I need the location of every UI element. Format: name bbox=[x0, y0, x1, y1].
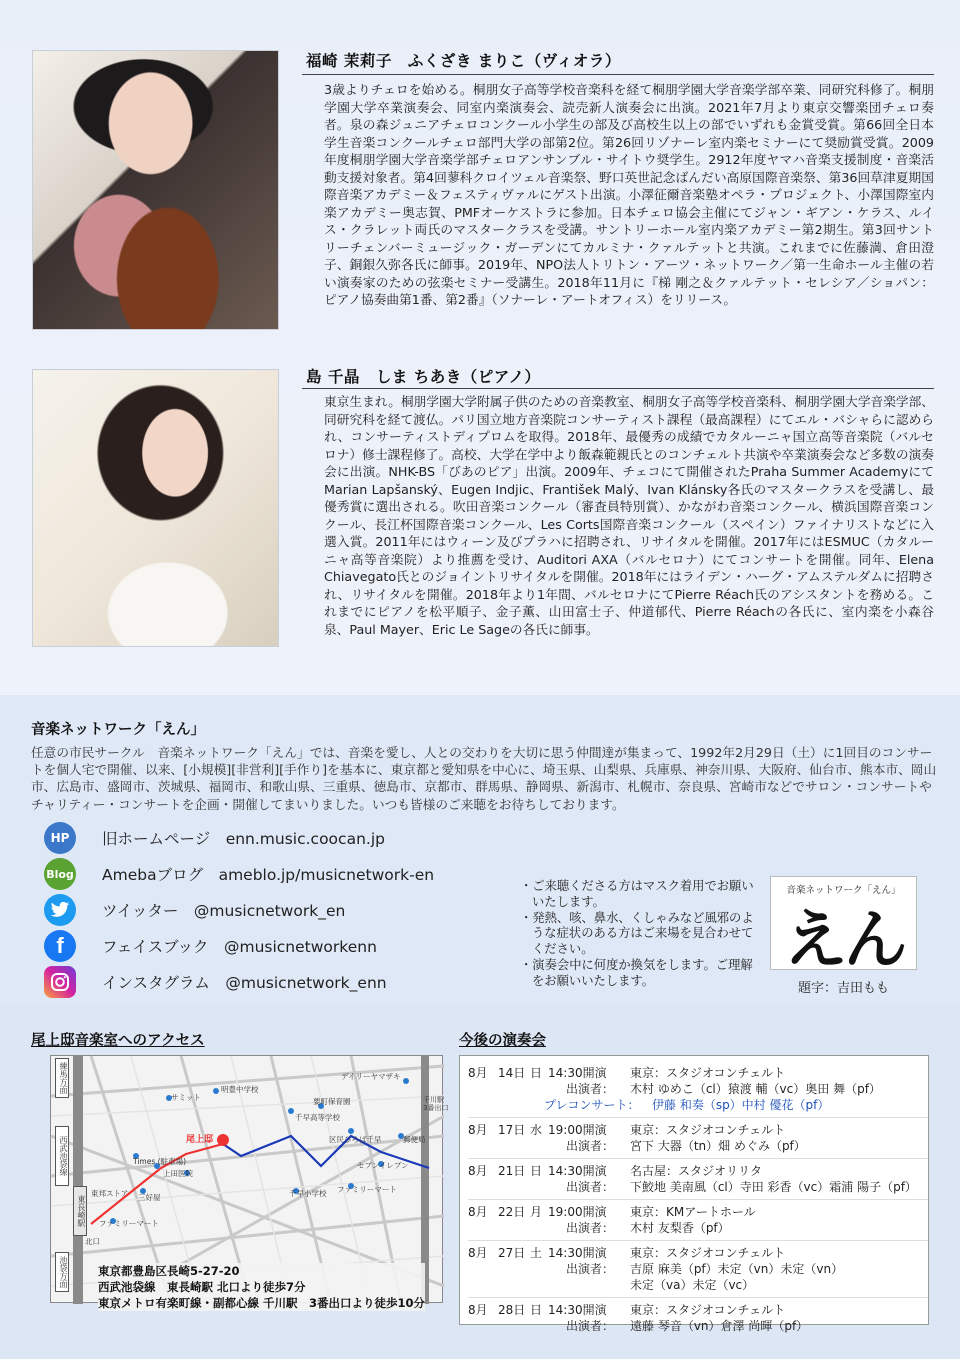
link-homepage[interactable] bbox=[44, 823, 504, 853]
event-weekday: 月 bbox=[530, 1205, 543, 1219]
event-weekday: 日 bbox=[530, 1164, 543, 1178]
event-venue: 東京：KMアートホール bbox=[630, 1205, 756, 1219]
event-performers: 木村 友梨香（pf） bbox=[630, 1221, 730, 1235]
event-label: 出演者： bbox=[566, 1221, 615, 1235]
event-venue: 東京：スタジオコンチェルト bbox=[630, 1246, 786, 1260]
event-item bbox=[468, 1158, 928, 1195]
link-blog[interactable] bbox=[44, 859, 504, 889]
link-facebook[interactable] bbox=[44, 931, 504, 961]
event-item bbox=[468, 1297, 928, 1334]
map-label: デイリーヤマザキ bbox=[341, 1072, 401, 1081]
map-label: 千早高等学校 bbox=[295, 1113, 340, 1122]
event-day: 28日 bbox=[498, 1303, 526, 1317]
event-weekday: 日 bbox=[530, 1303, 543, 1317]
map-side-label: 練馬方面 bbox=[55, 1058, 69, 1098]
note-item: ・発熱、咳、鼻水、くしゃみなど風邪のような症状のある方はご来場を見合わせてください。 bbox=[520, 910, 754, 957]
event-month: 8月 bbox=[468, 1123, 488, 1137]
instagram-icon bbox=[44, 966, 76, 998]
divider bbox=[302, 74, 934, 75]
event-performers: 未定（va）未定（vc） bbox=[630, 1278, 755, 1292]
access-title: 尾上邸音楽室へのアクセス bbox=[31, 1033, 205, 1049]
event-day: 14日 bbox=[498, 1066, 526, 1080]
venue-label: 尾上邸 bbox=[186, 1135, 214, 1145]
map-label: 要町保育園 bbox=[313, 1097, 351, 1106]
visitor-notes bbox=[520, 879, 760, 990]
note-item: ・ご来聴くださる方はマスク着用でお願いいたします。 bbox=[520, 879, 754, 909]
link-twitter[interactable] bbox=[44, 895, 504, 925]
link-text[interactable]: インスタグラム @musicnetwork_enn bbox=[102, 974, 387, 992]
event-venue: 東京：スタジオコンチェルト bbox=[630, 1066, 786, 1080]
map-label: ファミリーマート bbox=[99, 1219, 159, 1228]
event-weekday: 水 bbox=[530, 1123, 543, 1137]
event-item bbox=[468, 1199, 928, 1236]
event-time: 14:30開演 bbox=[548, 1164, 607, 1178]
map-label: 郵便局 bbox=[403, 1135, 426, 1144]
event-venue: 東京：スタジオコンチェルト bbox=[630, 1303, 786, 1317]
event-time: 14:30開演 bbox=[548, 1246, 607, 1260]
event-time: 19:00開演 bbox=[548, 1205, 607, 1219]
event-weekday: 土 bbox=[530, 1246, 543, 1260]
event-label: 出演者： bbox=[566, 1262, 615, 1276]
event-performers: 宮下 大器（tn）畑 めぐみ（pf） bbox=[630, 1139, 806, 1153]
event-label: プレコンサート： bbox=[544, 1098, 640, 1112]
event-item bbox=[468, 1065, 928, 1113]
address-line: 東京メトロ有楽町線・副都心線 千川駅 3番出口より徒歩10分 bbox=[98, 1296, 426, 1310]
event-day: 27日 bbox=[498, 1246, 526, 1260]
event-performers: 伊藤 和奏（sp）中村 優花（pf） bbox=[652, 1098, 830, 1112]
link-text[interactable]: ツイッター @musicnetwork_en bbox=[102, 902, 346, 920]
artist-bio: 東京生まれ。桐朋学園大学附属子供のための音楽教室、桐朋女子高等学校音楽科、桐朋学園大学音楽学部、同研究科を経て渡仏。パリ国立地方音楽院コンサーティスト課程（最高課程）にてエル・バシャらに認められ、コンサーティストディプロムを取得。2018年、最優秀の成績でカタルーニャ国立高等音楽院（バルセロナ）修士課程修了。高校、大学在学中より飯森範親氏とのコンチェルト共演や卒業演奏会など多数の演奏会に出演。NHK-BS「びあのピア」出演。2009年、チェコにて開催されたPraha Summer AcademyにてMarian Lapšanský、Eugen Indjic、František Malý、Ivan Klánsky各氏のマスタークラスを受講し、最優秀賞に選出される。吹田音楽コンクール（審査員特別賞）、かながわ音楽コンクール、横浜国際音楽コンクール、長江杯国際音楽コンクール、Les Corts国際音楽コンクール（スペイン）ファイナリストなどに入選入賞。2011年にはウィーン及びプラハに招聘され、リサイタルを開催。2017年にはESMUC（カタルーニャ高等音楽院）より推薦を受け、Auditori AXA（バルセロナ）にてコンサートを開催。同年、Elena Chiavegato氏とのジョイントリサイタルを開催。2018年にはライデン・ハーグ・アムステルダムに招聘され、リサイタルを開催。2018年より1年間、バルセロナにてPierre Réach氏のアシスタントを務める。これまでにピアノを松平順子、金子薫、山田富士子、仲道郁代、Pierre Réachの各氏に、室内楽を小森谷泉、Paul Mayer、Eric Le Sageの各氏に師事。 bbox=[324, 394, 934, 637]
event-month: 8月 bbox=[468, 1164, 488, 1178]
logo-credit: 題字：吉田もも bbox=[797, 981, 889, 996]
map-station-label: 東長崎駅 bbox=[73, 1186, 87, 1236]
schedule-title: 今後の演奏会 bbox=[459, 1033, 546, 1049]
link-instagram[interactable] bbox=[44, 967, 504, 997]
map-label: サミット bbox=[171, 1093, 201, 1102]
map-label: 東邦ストア bbox=[91, 1189, 129, 1198]
artist-name: 福崎 茉莉子 ふくざき まりこ（ヴィオラ） bbox=[306, 52, 621, 70]
event-month: 8月 bbox=[468, 1246, 488, 1260]
map-label: 上田医院 bbox=[163, 1169, 193, 1178]
divider bbox=[302, 388, 934, 389]
map-label: Times (駐車場) bbox=[133, 1157, 186, 1166]
address-line: 西武池袋線 東長崎駅 北口より徒歩7分 bbox=[98, 1280, 306, 1294]
map-label: 北口 bbox=[85, 1237, 100, 1246]
map-label: 区民ひろば千早 bbox=[329, 1135, 382, 1144]
link-text[interactable]: 旧ホームページ enn.music.coocan.jp bbox=[102, 830, 385, 848]
twitter-icon bbox=[44, 894, 76, 926]
map-label: 明豊中学校 bbox=[221, 1085, 259, 1094]
event-month: 8月 bbox=[468, 1205, 488, 1219]
map-side-label: 池袋方面 bbox=[55, 1252, 69, 1292]
event-item bbox=[468, 1240, 928, 1293]
pianist-photo bbox=[32, 369, 279, 647]
map-label: 千川駅 3番出口 bbox=[423, 1096, 449, 1112]
logo-small-text: 音楽ネットワーク「えん」 bbox=[786, 885, 901, 896]
event-venue: 東京：スタジオコンチェルト bbox=[630, 1123, 786, 1137]
network-description: 任意の市民サークル 音楽ネットワーク「えん」では、音楽を愛し、人との交わりを大切に思う仲間達が集まって、1992年2月29日（土）に1回目のコンサートを個人宅で開催、以来、[小規模][非営利][手作り]を基本に、東京都と愛知県を中心に、埼玉県、山梨県、兵庫県、神奈川県、大阪府、仙台市、熊本市、岡山市、広島市、盛岡市、茨城県、福岡市、和歌山県、三重県、徳島市、京都市、群馬県、静岡県、新潟市、札幌市、奈良県、宮崎市などでサロン・コンサートやチャリティー・コンサートを企画・開催してまいりました。いつも皆様のご来聴をお待ちしております。 bbox=[31, 745, 937, 812]
map-side-label: 西武池袋線 bbox=[55, 1126, 69, 1186]
map-label: ファミリーマート bbox=[337, 1185, 397, 1194]
event-performers: 木村 ゆめこ（cl）猿渡 輔（vc）奥田 舞（pf） bbox=[630, 1082, 881, 1096]
artist-name: 島 千晶 しま ちあき（ピアノ） bbox=[306, 368, 541, 386]
event-day: 22日 bbox=[498, 1205, 526, 1219]
calligraphy-logo bbox=[770, 876, 917, 978]
event-time: 19:00開演 bbox=[548, 1123, 607, 1137]
logo-calligraphy: えん bbox=[783, 903, 904, 978]
event-time: 14:30開演 bbox=[548, 1303, 607, 1317]
artist-bio: 3歳よりチェロを始める。桐朋女子高等学校音楽科を経て桐朋学園大学音楽学部卒業、同研究科修了。桐朋学園大学卒業演奏会、同室内楽演奏会、読売新人演奏会に出演。2021年7月より東京交響楽団チェロ奏者。泉の森ジュニアチェロコンクール小学生の部及び高校生以上の部でいずれも金賞受賞。第66回全日本学生音楽コンクールチェロ部門大学の部第2位。第26回リゾナーレ室内楽セミナーにて奨励賞受賞。2009年度桐朋学園大学音楽学部チェロアンサンブル・サイトウ奨学生。2912年度ヤマハ音楽支援制度・音楽活動支援対象者。第4回蓼科クロイツェル音楽祭、野口英世記念ばんだい高原国際音楽祭、第36回草津夏期国際音楽アカデミー＆フェスティヴァルにゲスト出演。小澤征爾音楽塾オペラ・プロジェクト、小澤国際室内楽アカデミー奥志賀、PMFオーケストラに参加。日本チェロ協会主催にてジャン・ギアン・ケラス、ルイス・クラレット両氏のマスタークラスを受講。サントリーホール室内楽アカデミー第2期生。第3回サントリーチェンバーミュージック・ガーデンにてカルミナ・クァルテットと共演。これまでに佐藤満、倉田澄子、銅銀久弥各氏に師事。2019年、NPO法人トリトン・アーツ・ネットワーク／第一生命ホール主催の若い演奏家のための弦楽セミナー受講生。2018年11月に『梯 剛之＆クァルテット・セレシア／ショパン：ピアノ協奏曲第1番、第2番』（ソナーレ・アートオフィス）をリリース。 bbox=[324, 82, 934, 307]
event-weekday: 日 bbox=[530, 1066, 543, 1080]
network-title: 音楽ネットワーク「えん」 bbox=[31, 722, 205, 738]
link-text[interactable]: フェイスブック @musicnetworkenn bbox=[102, 938, 377, 956]
map-label: 千早小学校 bbox=[289, 1189, 327, 1198]
map-label: セブンイレブン bbox=[357, 1161, 409, 1170]
event-month: 8月 bbox=[468, 1303, 488, 1317]
event-label: 出演者： bbox=[566, 1319, 615, 1333]
link-text[interactable]: Amebaブログ ameblo.jp/musicnetwork-en bbox=[102, 866, 435, 884]
event-label: 出演者： bbox=[566, 1180, 615, 1194]
cellist-photo bbox=[32, 50, 279, 330]
access-address bbox=[98, 1263, 425, 1311]
event-performers: 吉原 麻美（pf）未定（vn）未定（vn） bbox=[630, 1262, 844, 1276]
hp-icon: HP bbox=[44, 822, 76, 854]
map-label: 三好屋 bbox=[138, 1193, 161, 1202]
event-month: 8月 bbox=[468, 1066, 488, 1080]
event-venue: 名古屋：スタジオリリタ bbox=[630, 1164, 763, 1178]
event-day: 21日 bbox=[498, 1164, 526, 1178]
facebook-icon: f bbox=[44, 930, 76, 962]
schedule-list bbox=[459, 1055, 929, 1333]
event-item bbox=[468, 1117, 928, 1154]
note-item: ・演奏会中に何度か換気をします。ご理解をお願いいたします。 bbox=[520, 957, 753, 988]
address-line: 東京都豊島区長崎5-27-20 bbox=[98, 1264, 240, 1278]
event-performers: 遠藤 琴音（vn）倉澤 尚暉（pf） bbox=[630, 1319, 809, 1333]
event-performers: 下鮫地 美南風（cl）寺田 彩香（vc）霜浦 陽子（pf） bbox=[630, 1180, 917, 1194]
event-day: 17日 bbox=[498, 1123, 526, 1137]
event-time: 14:30開演 bbox=[548, 1066, 607, 1080]
event-label: 出演者： bbox=[566, 1082, 615, 1096]
blog-icon: Blog bbox=[44, 858, 76, 890]
event-label: 出演者： bbox=[566, 1139, 615, 1153]
